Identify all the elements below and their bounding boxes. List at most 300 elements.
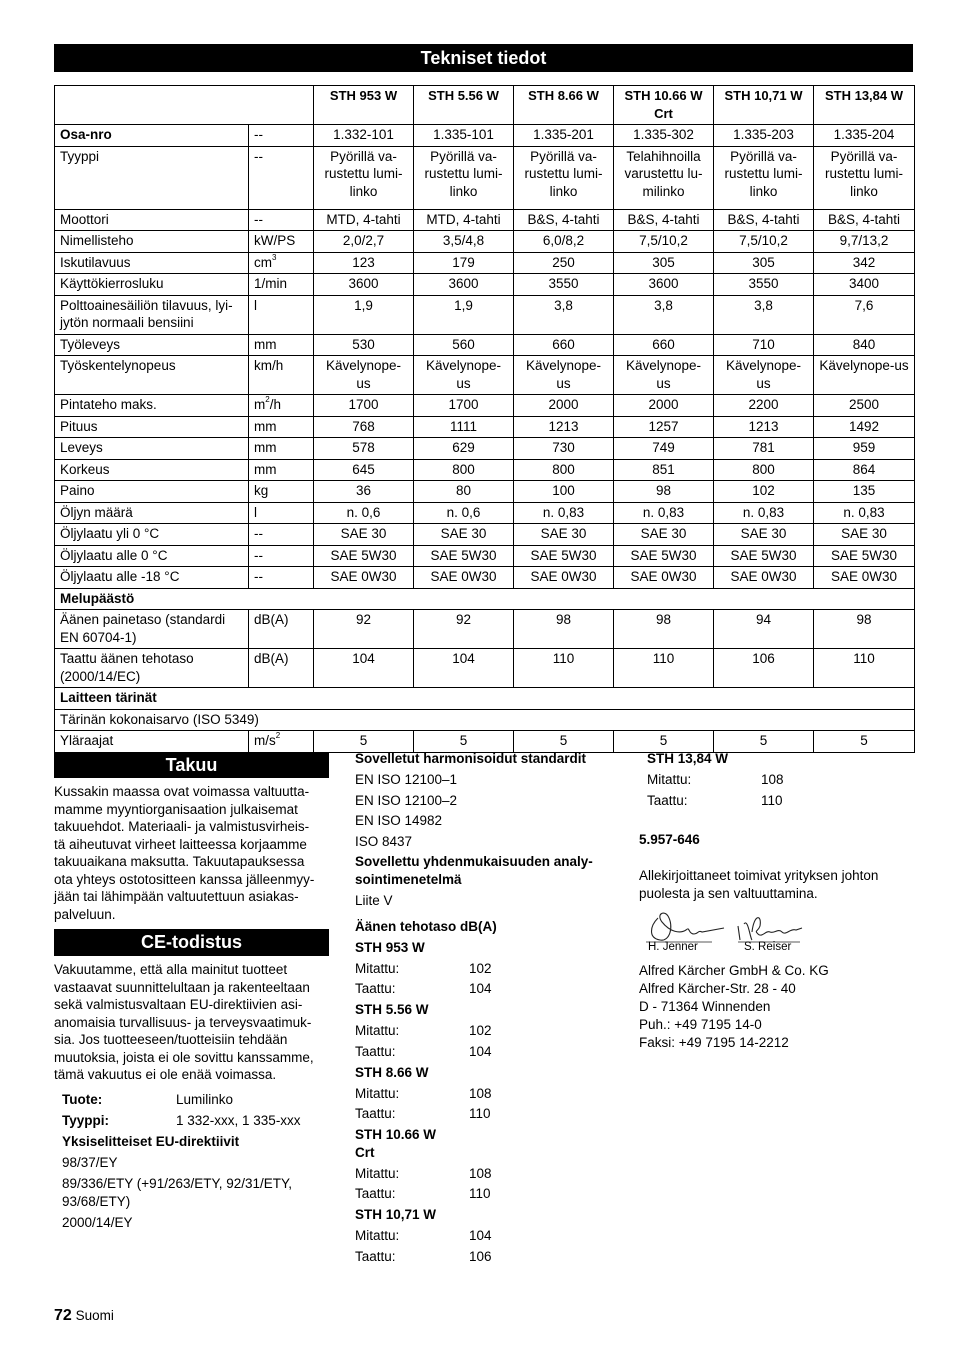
value-cell: 104 bbox=[414, 649, 514, 688]
measured-row bbox=[355, 1227, 625, 1248]
guaranteed-row bbox=[355, 1043, 625, 1064]
measured-label: Mitattu: bbox=[355, 1165, 400, 1181]
model-name: STH 13,84 W bbox=[647, 751, 729, 766]
unit-text: mm bbox=[254, 336, 277, 352]
model-name: STH 5.56 W bbox=[355, 1002, 429, 1017]
value-cell: B&S, 4-tahti bbox=[614, 209, 714, 231]
measured-value: 102 bbox=[469, 1023, 492, 1038]
standard-item: EN ISO 14982 bbox=[355, 813, 443, 828]
value-cell: Telahihnoilla varustettu lu-milinko bbox=[614, 146, 714, 209]
directive-item: 98/37/EY bbox=[62, 1155, 118, 1170]
value-cell: 660 bbox=[514, 334, 614, 356]
value-cell: SAE 30 bbox=[314, 524, 414, 546]
value-cell: 5 bbox=[314, 731, 414, 753]
value-cell: SAE 0W30 bbox=[414, 567, 514, 589]
value-cell: 800 bbox=[714, 459, 814, 481]
value-cell: Kävelynope-us bbox=[514, 356, 614, 395]
section-row bbox=[55, 688, 915, 710]
guaranteed-value: 110 bbox=[469, 1106, 491, 1121]
value-cell: 749 bbox=[614, 438, 714, 460]
unit-superscript: 2 bbox=[275, 731, 281, 740]
value-cell: 3,5/4,8 bbox=[414, 231, 514, 253]
guaranteed-label: Taattu: bbox=[355, 1043, 396, 1059]
value-cell: 3,8 bbox=[514, 295, 614, 334]
model-name: STH 10.66 W bbox=[355, 1127, 437, 1142]
section-row bbox=[55, 709, 915, 731]
value-cell: 840 bbox=[814, 334, 915, 356]
row-label: Öljylaatu alle -18 °C bbox=[55, 567, 249, 589]
value-cell: 2000 bbox=[614, 395, 714, 417]
product-value: Lumilinko bbox=[176, 1092, 234, 1107]
noise-heading: Melupäästö bbox=[55, 588, 915, 610]
declaration-block bbox=[639, 831, 929, 902]
value-cell: 3600 bbox=[314, 274, 414, 296]
value-cell: SAE 30 bbox=[814, 524, 915, 546]
value-cell: Kävelynope-us bbox=[414, 356, 514, 395]
value-cell: 5 bbox=[814, 731, 915, 753]
measured-row bbox=[355, 960, 625, 981]
measured-value: 104 bbox=[469, 1228, 492, 1243]
model-header: STH 10,71 W bbox=[714, 86, 814, 125]
unit-text: l bbox=[254, 504, 257, 520]
value-cell: 710 bbox=[714, 334, 814, 356]
unit-text: m/s bbox=[254, 733, 276, 748]
row-label: Yläraajat bbox=[55, 731, 249, 753]
unit-cell bbox=[249, 274, 314, 296]
value-cell: 342 bbox=[814, 252, 915, 274]
value-cell: 2,0/2,7 bbox=[314, 231, 414, 253]
value-cell: SAE 0W30 bbox=[614, 567, 714, 589]
model-name: STH 953 W bbox=[355, 939, 425, 955]
measured-value: 108 bbox=[469, 1085, 492, 1101]
unit-superscript: 2 bbox=[265, 395, 270, 404]
unit-text: mm bbox=[254, 418, 277, 434]
value-cell: 1,9 bbox=[414, 295, 514, 334]
text-line: sekä valmistusvaltaan EU-direktiivien asi- bbox=[54, 997, 303, 1012]
text-line: jään tai lähimpään valtuutettuun asiakas- bbox=[54, 889, 299, 904]
right-column bbox=[647, 750, 917, 812]
value-cell: 36 bbox=[314, 481, 414, 503]
sound-power-heading: Äänen tehotaso dB(A) bbox=[355, 918, 497, 934]
directive-item: 2000/14/EY bbox=[62, 1214, 133, 1230]
table-row bbox=[55, 231, 915, 253]
value-cell: 864 bbox=[814, 459, 915, 481]
value-cell: Kävelynope-us bbox=[714, 356, 814, 395]
value-cell: 1.332-101 bbox=[314, 125, 414, 147]
value-cell: 80 bbox=[414, 481, 514, 503]
value-cell: 6,0/8,2 bbox=[514, 231, 614, 253]
table-row bbox=[55, 524, 915, 546]
value-cell: 5 bbox=[614, 731, 714, 753]
row-label: Työleveys bbox=[55, 334, 249, 356]
value-cell: SAE 0W30 bbox=[714, 567, 814, 589]
unit-text: 1/min bbox=[254, 276, 288, 291]
value-cell: SAE 30 bbox=[414, 524, 514, 546]
value-cell: 959 bbox=[814, 438, 915, 460]
value-cell: 2000 bbox=[514, 395, 614, 417]
value-cell: 92 bbox=[414, 610, 514, 649]
section-title-ce-todistus: CE-todistus bbox=[54, 929, 329, 956]
value-cell: 578 bbox=[314, 438, 414, 460]
value-cell: B&S, 4-tahti bbox=[514, 209, 614, 231]
value-cell: Pyörillä va-rustettu lumi-linko bbox=[414, 146, 514, 209]
value-cell: 110 bbox=[614, 649, 714, 688]
table-row bbox=[55, 649, 915, 688]
value-cell: SAE 5W30 bbox=[614, 545, 714, 567]
value-cell: 5 bbox=[714, 731, 814, 753]
value-cell: 7,6 bbox=[814, 295, 915, 334]
table-row bbox=[55, 334, 915, 356]
value-cell: 560 bbox=[414, 334, 514, 356]
value-cell: Pyörillä va-rustettu lumi-linko bbox=[314, 146, 414, 209]
table-row bbox=[55, 395, 915, 417]
guaranteed-value: 104 bbox=[469, 981, 492, 996]
row-label: Käyttökierrosluku bbox=[55, 274, 249, 296]
value-cell: Pyörillä va-rustettu lumi-linko bbox=[814, 146, 915, 209]
text-line: takuuaikana maksutta. Takuutapauksessa bbox=[54, 854, 305, 869]
model-header: STH 13,84 W bbox=[814, 86, 915, 125]
unit-text: cm bbox=[254, 254, 272, 270]
value-cell: 1213 bbox=[514, 416, 614, 438]
standard-item: EN ISO 12100–1 bbox=[355, 772, 458, 787]
value-cell: Kävelynope-us bbox=[314, 356, 414, 395]
standards-heading: Sovelletut harmonisoidut standardit bbox=[355, 751, 587, 766]
model-header: STH 10.66 W Crt bbox=[614, 86, 714, 125]
unit-cell bbox=[249, 231, 314, 253]
value-cell: 1,9 bbox=[314, 295, 414, 334]
value-cell: SAE 5W30 bbox=[814, 545, 915, 567]
unit-cell bbox=[249, 731, 314, 753]
unit-text: mm bbox=[254, 461, 277, 477]
value-cell: SAE 0W30 bbox=[514, 567, 614, 589]
table-row bbox=[55, 459, 915, 481]
unit-cell bbox=[249, 567, 314, 589]
unit-cell bbox=[249, 459, 314, 481]
table-row bbox=[55, 125, 915, 147]
value-cell: 1700 bbox=[314, 395, 414, 417]
table-row bbox=[55, 146, 915, 209]
value-cell: n. 0,6 bbox=[314, 502, 414, 524]
row-label: Öljylaatu yli 0 °C bbox=[55, 524, 249, 546]
row-label: Nimellisteho bbox=[55, 231, 249, 253]
value-cell: 530 bbox=[314, 334, 414, 356]
table-row bbox=[55, 252, 915, 274]
text-line: Kussakin maassa ovat voimassa valtuutta- bbox=[54, 784, 310, 799]
value-cell: 3550 bbox=[514, 274, 614, 296]
page-footer bbox=[54, 1307, 114, 1325]
table-row bbox=[55, 416, 915, 438]
table-row bbox=[55, 731, 915, 753]
unit-text: -- bbox=[254, 127, 263, 142]
model-name: STH 8.66 W bbox=[355, 1064, 429, 1080]
value-cell: 1213 bbox=[714, 416, 814, 438]
section-row bbox=[55, 588, 915, 610]
table-row bbox=[55, 274, 915, 296]
row-label: Pituus bbox=[55, 416, 249, 438]
guaranteed-row bbox=[355, 1185, 625, 1206]
document-code: 5.957-646 bbox=[639, 832, 700, 847]
signed-text: puolesta ja sen valtuuttamina. bbox=[639, 885, 818, 901]
type-label: Tyyppi: bbox=[62, 1113, 109, 1128]
row-label: Tyyppi bbox=[55, 146, 249, 209]
row-label: Osa-nro bbox=[55, 125, 249, 147]
unit-text: kg bbox=[254, 483, 269, 498]
value-cell: 102 bbox=[714, 481, 814, 503]
row-label: Taattu äänen tehotaso (2000/14/EC) bbox=[55, 649, 249, 688]
signer-name: H. Jenner bbox=[648, 941, 698, 953]
value-cell: SAE 30 bbox=[614, 524, 714, 546]
unit-text: -- bbox=[254, 148, 263, 164]
text-line: takuuehdot. Materiaali- ja valmistusvirheis- bbox=[54, 819, 310, 834]
unit-cell bbox=[249, 209, 314, 231]
value-cell: SAE 5W30 bbox=[414, 545, 514, 567]
value-cell: 9,7/13,2 bbox=[814, 231, 915, 253]
unit-text: -- bbox=[254, 526, 263, 541]
signature-jenner bbox=[652, 913, 725, 940]
value-cell: 98 bbox=[614, 481, 714, 503]
row-label: Polttoainesäiliön tilavuus, lyi-jytön normaali bensiini bbox=[55, 295, 249, 334]
value-cell: 768 bbox=[314, 416, 414, 438]
value-cell: SAE 0W30 bbox=[814, 567, 915, 589]
value-cell: 660 bbox=[614, 334, 714, 356]
value-cell: 305 bbox=[714, 252, 814, 274]
method-heading: Sovellettu yhdenmukaisuuden analy- bbox=[355, 854, 593, 869]
value-cell: 3,8 bbox=[714, 295, 814, 334]
row-label: Pintateho maks. bbox=[55, 395, 249, 417]
guaranteed-label: Taattu: bbox=[355, 981, 396, 996]
value-cell: 1492 bbox=[814, 416, 915, 438]
signed-text: Allekirjoittaneet toimivat yrityksen johton bbox=[639, 868, 879, 883]
value-cell: SAE 5W30 bbox=[714, 545, 814, 567]
row-label: Korkeus bbox=[55, 459, 249, 481]
header-empty bbox=[249, 86, 314, 125]
text-line: mamme myyntiorganisaation julkaisemat bbox=[54, 801, 298, 817]
row-label: Äänen painetaso (standardi EN 60704-1) bbox=[55, 610, 249, 649]
guaranteed-row bbox=[355, 1105, 625, 1126]
measured-row bbox=[355, 1165, 625, 1186]
method-value: Liite V bbox=[355, 892, 393, 908]
guaranteed-row bbox=[355, 980, 625, 1001]
value-cell: 1.335-302 bbox=[614, 125, 714, 147]
text-line: vastaavat suunnittelultaan ja rakenteeltaan bbox=[54, 979, 310, 995]
value-cell: 851 bbox=[614, 459, 714, 481]
unit-text: dB(A) bbox=[254, 651, 289, 666]
header-empty bbox=[55, 86, 249, 125]
signer-name: S. Reiser bbox=[744, 941, 792, 953]
unit-text: km/h bbox=[254, 358, 284, 373]
model-name: STH 10,71 W bbox=[355, 1207, 437, 1222]
signature-reiser bbox=[738, 918, 802, 940]
unit-tail: /h bbox=[269, 397, 281, 412]
unit-text: mm bbox=[254, 440, 277, 455]
value-cell: 100 bbox=[514, 481, 614, 503]
unit-cell bbox=[249, 395, 314, 417]
measured-row bbox=[355, 1085, 625, 1106]
value-cell: SAE 5W30 bbox=[514, 545, 614, 567]
guaranteed-value: 104 bbox=[469, 1043, 492, 1059]
value-cell: MTD, 4-tahti bbox=[314, 209, 414, 231]
ce-details bbox=[62, 1091, 337, 1231]
value-cell: n. 0,83 bbox=[614, 502, 714, 524]
text-line: sia. Jos tuotteeseen/tuotteisiin tehdään bbox=[54, 1032, 288, 1047]
company-address bbox=[639, 962, 929, 1052]
value-cell: MTD, 4-tahti bbox=[414, 209, 514, 231]
measured-value: 108 bbox=[469, 1165, 492, 1181]
value-cell: n. 0,83 bbox=[814, 502, 915, 524]
value-cell: 1.335-203 bbox=[714, 125, 814, 147]
value-cell: Kävelynope-us bbox=[814, 356, 915, 395]
guaranteed-label: Taattu: bbox=[355, 1248, 396, 1264]
value-cell: 94 bbox=[714, 610, 814, 649]
product-label: Tuote: bbox=[62, 1092, 103, 1107]
standard-item: EN ISO 12100–2 bbox=[355, 792, 458, 808]
table-row bbox=[55, 610, 915, 649]
measured-label: Mitattu: bbox=[355, 1023, 400, 1038]
value-cell: 3600 bbox=[414, 274, 514, 296]
vibration-total: Tärinän kokonaisarvo (ISO 5349) bbox=[55, 709, 915, 731]
unit-cell bbox=[249, 524, 314, 546]
value-cell: 3400 bbox=[814, 274, 915, 296]
value-cell: Pyörillä va-rustettu lumi-linko bbox=[514, 146, 614, 209]
model-header: STH 953 W bbox=[314, 86, 414, 125]
value-cell: SAE 5W30 bbox=[314, 545, 414, 567]
measured-label: Mitattu: bbox=[355, 1228, 400, 1243]
unit-text: kW/PS bbox=[254, 233, 296, 248]
value-cell: 645 bbox=[314, 459, 414, 481]
row-label: Työskentelynopeus bbox=[55, 356, 249, 395]
directive-item: 89/336/ETY (+91/263/ETY, 92/31/ETY, bbox=[62, 1176, 293, 1191]
value-cell: SAE 30 bbox=[514, 524, 614, 546]
guaranteed-label: Taattu: bbox=[355, 1106, 396, 1121]
address-line: Faksi: +49 7195 14-2212 bbox=[639, 1035, 789, 1050]
value-cell: 98 bbox=[614, 610, 714, 649]
value-cell: 305 bbox=[614, 252, 714, 274]
value-cell: n. 0,83 bbox=[514, 502, 614, 524]
unit-cell bbox=[249, 610, 314, 649]
unit-cell bbox=[249, 545, 314, 567]
value-cell: 730 bbox=[514, 438, 614, 460]
section-title-tekniset-tiedot: Tekniset tiedot bbox=[54, 44, 913, 72]
directives-heading: Yksiselitteiset EU-direktiivit bbox=[62, 1134, 240, 1149]
unit-cell bbox=[249, 252, 314, 274]
page-language: Suomi bbox=[75, 1308, 114, 1323]
value-cell: 104 bbox=[314, 649, 414, 688]
value-cell: 629 bbox=[414, 438, 514, 460]
unit-text: dB(A) bbox=[254, 612, 289, 627]
unit-cell bbox=[249, 502, 314, 524]
value-cell: 781 bbox=[714, 438, 814, 460]
value-cell: SAE 30 bbox=[714, 524, 814, 546]
measured-label: Mitattu: bbox=[355, 960, 400, 976]
measured-label: Mitattu: bbox=[647, 772, 692, 787]
value-cell: Kävelynope-us bbox=[614, 356, 714, 395]
value-cell: 110 bbox=[814, 649, 915, 688]
table-row bbox=[55, 502, 915, 524]
ce-text bbox=[54, 961, 334, 1084]
row-label: Öljyn määrä bbox=[55, 502, 249, 524]
guaranteed-value: 110 bbox=[761, 792, 783, 808]
technical-data-table bbox=[54, 85, 915, 753]
type-value: 1 332-xxx, 1 335-xxx bbox=[176, 1113, 301, 1128]
value-cell: 5 bbox=[514, 731, 614, 753]
value-cell: 5 bbox=[414, 731, 514, 753]
address-line: Alfred Kärcher-Str. 28 - 40 bbox=[639, 981, 796, 996]
text-line: tä aiheutuvat virheet laitteessa korjaamme bbox=[54, 836, 307, 852]
guaranteed-label: Taattu: bbox=[647, 792, 688, 808]
measured-row bbox=[355, 1022, 625, 1043]
address-line: Alfred Kärcher GmbH & Co. KG bbox=[639, 963, 829, 978]
page-number: 72 bbox=[54, 1307, 72, 1324]
row-label: Iskutilavuus bbox=[55, 252, 249, 274]
table-row bbox=[55, 567, 915, 589]
section-title-takuu: Takuu bbox=[54, 752, 329, 778]
unit-cell bbox=[249, 334, 314, 356]
unit-cell bbox=[249, 416, 314, 438]
value-cell: n. 0,83 bbox=[714, 502, 814, 524]
value-cell: 1.335-201 bbox=[514, 125, 614, 147]
value-cell: 3600 bbox=[614, 274, 714, 296]
value-cell: 1111 bbox=[414, 416, 514, 438]
value-cell: 7,5/10,2 bbox=[714, 231, 814, 253]
unit-superscript: 3 bbox=[272, 252, 277, 262]
guaranteed-value: 110 bbox=[469, 1186, 491, 1201]
value-cell: 3550 bbox=[714, 274, 814, 296]
table-row bbox=[55, 209, 915, 231]
measured-value: 108 bbox=[761, 772, 784, 787]
unit-cell bbox=[249, 146, 314, 209]
table-header-row bbox=[55, 86, 915, 125]
row-label: Paino bbox=[55, 481, 249, 503]
value-cell: 123 bbox=[314, 252, 414, 274]
vibration-heading: Laitteen tärinät bbox=[55, 688, 915, 710]
measured-value: 102 bbox=[469, 960, 492, 976]
text-line: anomaisia turvallisuus- ja terveysvaatimuk- bbox=[54, 1014, 312, 1030]
value-cell: 110 bbox=[514, 649, 614, 688]
measured-label: Mitattu: bbox=[355, 1085, 400, 1101]
value-cell: 7,5/10,2 bbox=[614, 231, 714, 253]
table-row bbox=[55, 295, 915, 334]
unit-text: -- bbox=[254, 211, 263, 227]
takuu-text bbox=[54, 783, 334, 923]
table-row bbox=[55, 438, 915, 460]
value-cell: 3,8 bbox=[614, 295, 714, 334]
value-cell: 800 bbox=[414, 459, 514, 481]
value-cell: 106 bbox=[714, 649, 814, 688]
table-row bbox=[55, 545, 915, 567]
guaranteed-value: 106 bbox=[469, 1248, 492, 1264]
text-line: ota yhteys ostotositteen kanssa jälleenmyy- bbox=[54, 871, 315, 887]
unit-text: -- bbox=[254, 569, 263, 584]
address-line: D - 71364 Winnenden bbox=[639, 999, 771, 1014]
value-cell: 250 bbox=[514, 252, 614, 274]
text-line: muutoksia, joista ei ole sovittu kanssamme, bbox=[54, 1049, 314, 1065]
table-row bbox=[55, 356, 915, 395]
value-cell: 1.335-204 bbox=[814, 125, 915, 147]
standard-item: ISO 8437 bbox=[355, 833, 413, 849]
value-cell: 1700 bbox=[414, 395, 514, 417]
unit-text: m bbox=[254, 397, 266, 412]
value-cell: 2200 bbox=[714, 395, 814, 417]
unit-cell bbox=[249, 438, 314, 460]
value-cell: 2500 bbox=[814, 395, 915, 417]
value-cell: Pyörillä va-rustettu lumi-linko bbox=[714, 146, 814, 209]
text-line: Vakuutamme, että alla mainitut tuotteet bbox=[54, 962, 288, 977]
value-cell: 135 bbox=[814, 481, 915, 503]
value-cell: 1257 bbox=[614, 416, 714, 438]
value-cell: 92 bbox=[314, 610, 414, 649]
model-name-suffix: Crt bbox=[355, 1144, 375, 1160]
unit-cell bbox=[249, 125, 314, 147]
